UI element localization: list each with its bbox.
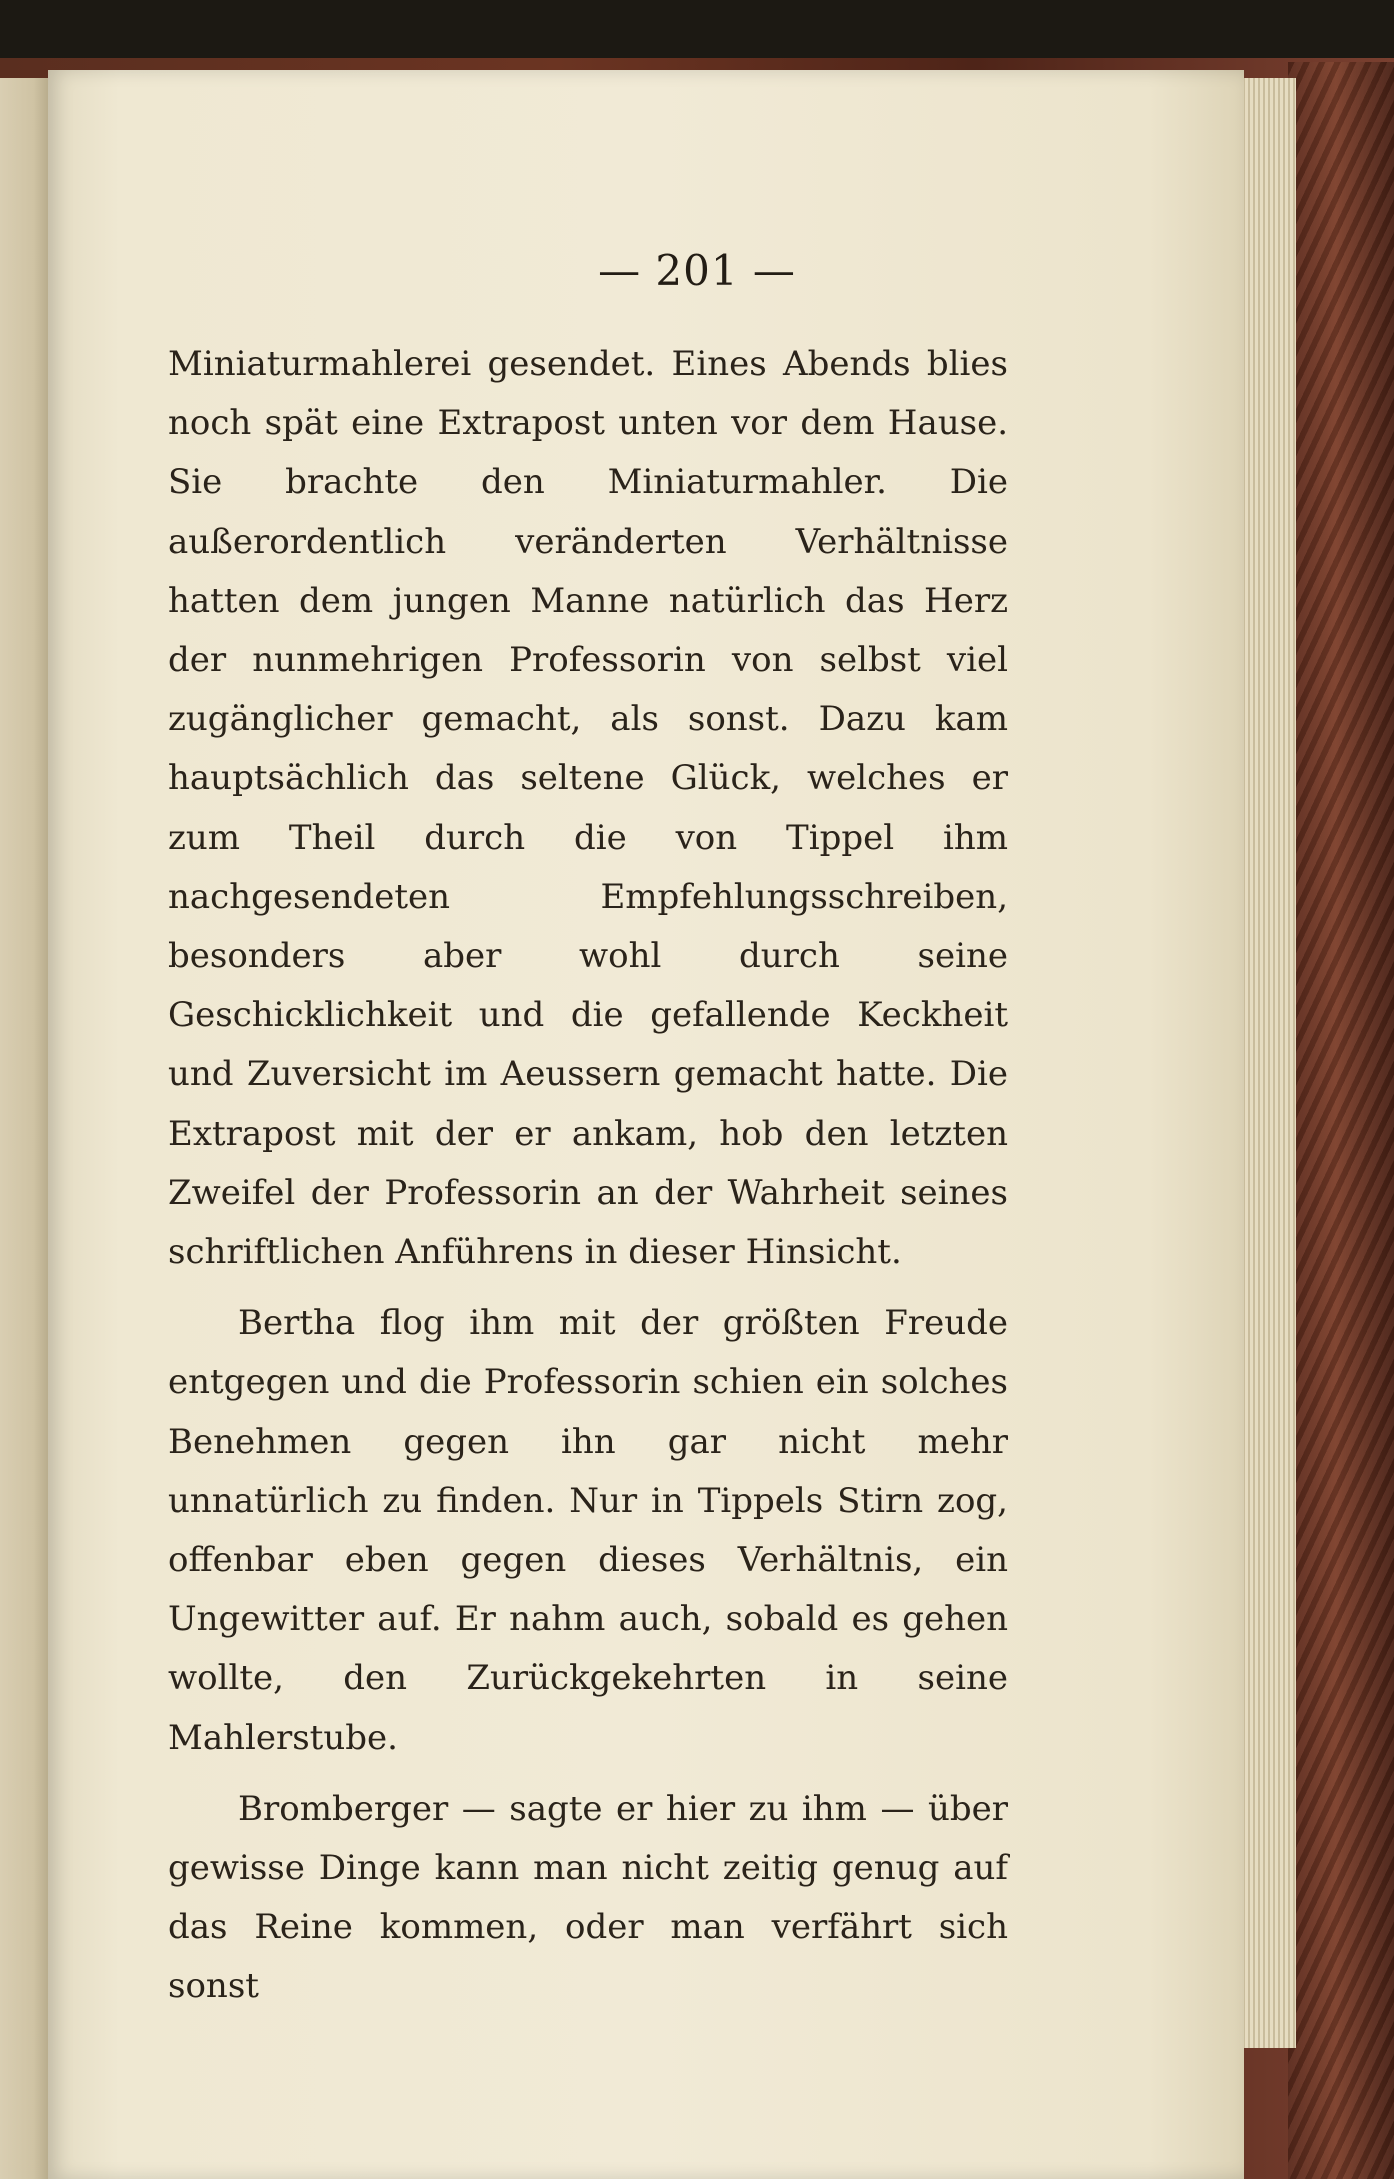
paragraph-2: Bertha flog ihm mit der größten Freude entgegen und die Professorin schien ein solches Benehmen gegen ihn gar nicht mehr unnatürlich zu finden. Nur in Tippels Stirn zog, offenbar eben gegen dieses Verhältnis, ein Ungewitter auf. Er nahm auch, sobald es gehen wollte, den Zurückgekehrten in seine Mahlerstube. [168,1303,1008,1758]
cover-edge-right [1288,62,1394,2179]
paragraph-1: Miniaturmahlerei gesendet. Eines Abends blies noch spät eine Extrapost unten vor dem Hause. Sie brachte den Miniaturmahler. Die außerordentlich veränderten Verhältnisse hatten dem jungen Manne natürlich das Herz der nunmehrigen Professorin von selbst viel zugänglicher gemacht, als sonst. Dazu kam hauptsächlich das seltene Glück, welches er zum Theil durch die von Tippel ihm nachgesendeten Empfehlungsschreiben, besonders aber wohl durch seine Geschicklichkeit und die gefallende Keckheit und Zuversicht im Aeussern gemacht hatte. Die Extrapost mit der er ankam, hob den letzten Zweifel der Professorin an der Wahrheit seines schriftlichen Anführens in dieser Hinsicht. [168,344,1008,1273]
facing-page-edge [0,78,48,2179]
page-number: — 201 — [598,246,796,295]
paragraph-3: Bromberger — sagte er hier zu ihm — über gewisse Dinge kann man nicht zeitig genug auf das Reine kommen, oder man verfährt sich sonst [168,1788,1008,2007]
page-text [168,335,1008,2017]
page-edges [1240,78,1296,2048]
